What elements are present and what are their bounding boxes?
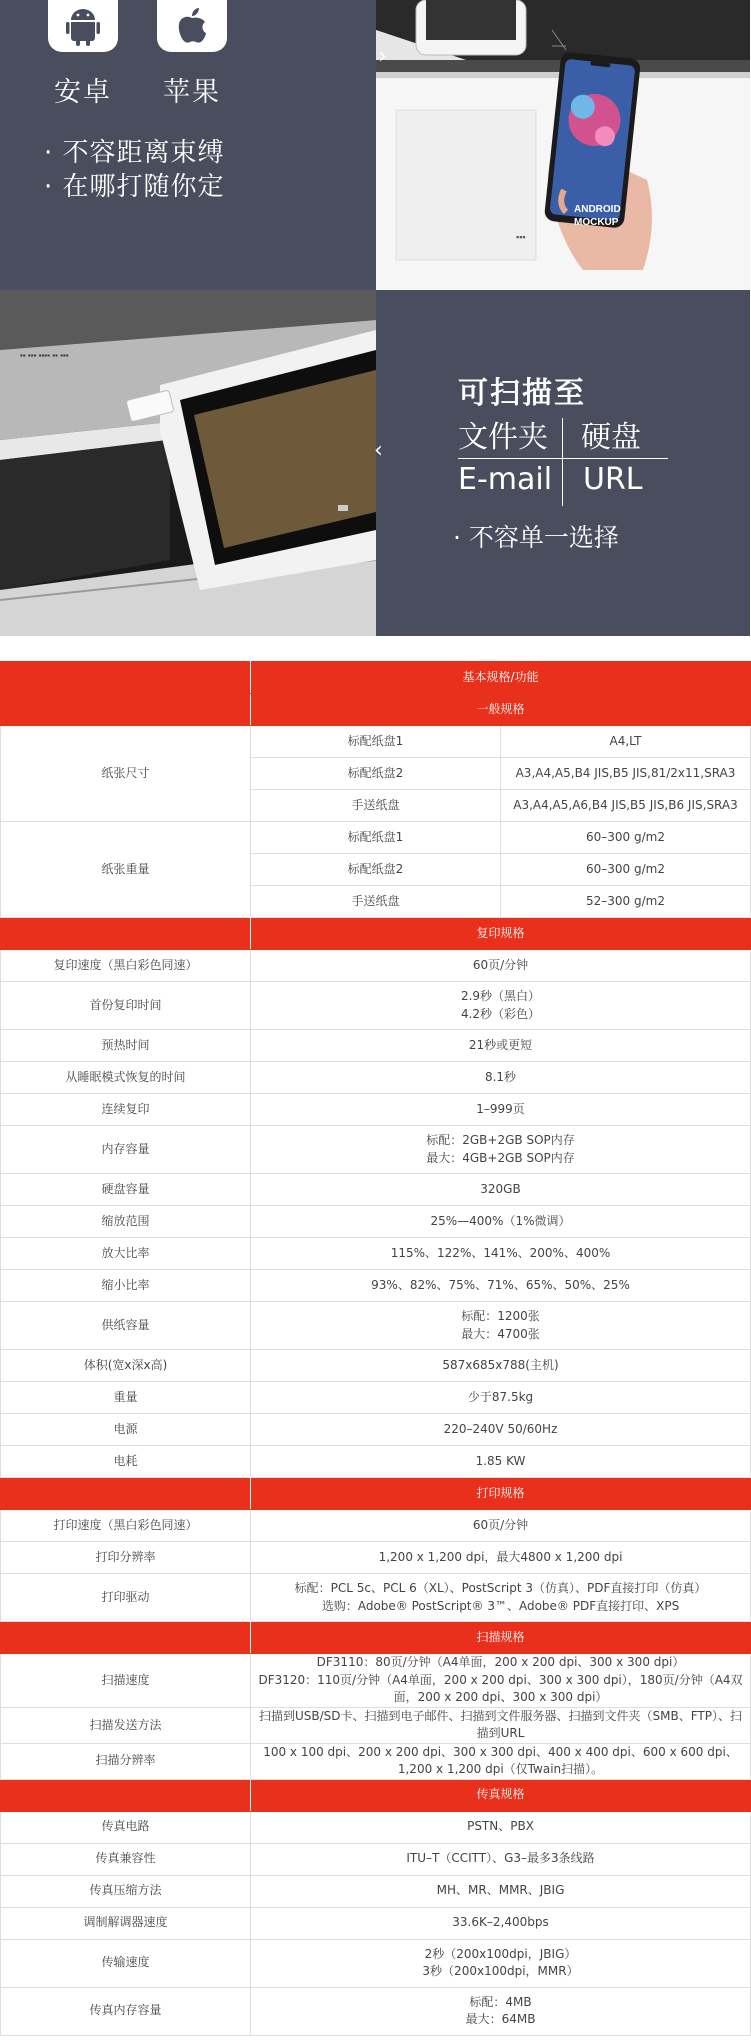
mobile-feature-line: · 不容距离束缚 bbox=[44, 138, 225, 168]
table-row bbox=[1, 1238, 751, 1270]
svg-text:ANDROID: ANDROID bbox=[574, 204, 621, 215]
table-row bbox=[1, 1811, 751, 1843]
feature-banner bbox=[0, 0, 750, 636]
scan-note: · 不容单一选择 bbox=[453, 523, 619, 552]
table-row bbox=[1, 982, 751, 1030]
mobile-print-panel bbox=[0, 0, 376, 290]
value-line: 最大：64MB bbox=[465, 2012, 536, 2027]
row-value bbox=[251, 1510, 751, 1542]
row-value bbox=[251, 1574, 751, 1622]
row-label: 纸张尺寸 bbox=[1, 726, 251, 822]
row-value bbox=[251, 1446, 751, 1478]
row-value bbox=[251, 1708, 751, 1744]
row-value bbox=[251, 1743, 751, 1779]
table-row bbox=[1, 1510, 751, 1542]
section-fax: 传真规格 bbox=[251, 1779, 751, 1811]
table-row bbox=[1, 1174, 751, 1206]
row-value bbox=[251, 1811, 751, 1843]
table-row bbox=[1, 1126, 751, 1174]
row-value bbox=[251, 982, 751, 1030]
value-line: 220–240V 50/60Hz bbox=[443, 1421, 558, 1436]
row-label: 传真电路 bbox=[1, 1811, 251, 1843]
value-line: 3秒（200x100dpi，MMR） bbox=[422, 1964, 579, 1979]
row-label: 调制解调器速度 bbox=[1, 1907, 251, 1939]
row-label: 体积(宽x深x高) bbox=[1, 1350, 251, 1382]
table-row bbox=[1, 950, 751, 982]
value-line: 选购：Adobe® PostScript® 3™、Adobe® PDF直接打印、XPS bbox=[321, 1598, 680, 1613]
row-label: 电耗 bbox=[1, 1446, 251, 1478]
value-line: 最大：4GB+2GB SOP内存 bbox=[426, 1150, 575, 1165]
row-label: 传真兼容性 bbox=[1, 1843, 251, 1875]
value-line: 8.1秒 bbox=[484, 1069, 517, 1084]
printer-phone-photo bbox=[376, 0, 750, 290]
row-label: 电源 bbox=[1, 1414, 251, 1446]
scan-destination-panel bbox=[376, 290, 750, 636]
value-line: 25%—400%（1%微调） bbox=[430, 1213, 571, 1228]
table-row bbox=[1, 1062, 751, 1094]
row-value bbox=[251, 1414, 751, 1446]
apple-icon bbox=[157, 0, 227, 52]
row-label: 纸张重量 bbox=[1, 822, 251, 918]
row-label: 传真内存容量 bbox=[1, 1987, 251, 2035]
divider-vertical bbox=[562, 418, 563, 506]
spec-title: 基本规格/功能 bbox=[251, 662, 751, 694]
chevron-left-icon: ‹ bbox=[374, 438, 383, 463]
scan-option-email: E-mail bbox=[458, 462, 553, 497]
row-label: 扫描发送方法 bbox=[1, 1708, 251, 1744]
value-line: 1–999页 bbox=[476, 1101, 525, 1116]
row-label: 内存容量 bbox=[1, 1126, 251, 1174]
row-value bbox=[251, 1206, 751, 1238]
table-row bbox=[1, 1270, 751, 1302]
value-line: 60页/分钟 bbox=[472, 957, 529, 972]
row-value bbox=[251, 1907, 751, 1939]
row-label: 缩小比率 bbox=[1, 1270, 251, 1302]
table-row bbox=[1, 1302, 751, 1350]
sub-label: 标配纸盘2 bbox=[251, 758, 501, 790]
android-icon bbox=[48, 0, 118, 52]
table-row bbox=[1, 1987, 751, 2035]
value-line: 60页/分钟 bbox=[472, 1517, 529, 1532]
value-line: 21秒或更短 bbox=[468, 1037, 533, 1052]
table-row bbox=[1, 1446, 751, 1478]
table-row bbox=[1, 1094, 751, 1126]
table-row bbox=[1, 1382, 751, 1414]
row-value bbox=[251, 1542, 751, 1574]
row-value bbox=[251, 1094, 751, 1126]
svg-text:MOCKUP: MOCKUP bbox=[574, 217, 619, 228]
value-line: 标配：PCL 5c、PCL 6（XL）、PostScript 3（仿真）、PDF直接打印（仿真） bbox=[294, 1581, 707, 1596]
row-label: 首份复印时间 bbox=[1, 982, 251, 1030]
row-label: 放大比率 bbox=[1, 1238, 251, 1270]
scan-title: 可扫描至 bbox=[458, 376, 586, 411]
table-row bbox=[1, 1743, 751, 1779]
row-label: 连续复印 bbox=[1, 1094, 251, 1126]
value-line: 93%、82%、75%、71%、65%、50%、25% bbox=[371, 1277, 630, 1292]
row-value bbox=[251, 1238, 751, 1270]
value-line: 标配：1200张 bbox=[461, 1309, 540, 1324]
value-line: PSTN、PBX bbox=[467, 1819, 534, 1834]
table-row bbox=[1, 1542, 751, 1574]
row-label: 打印速度（黑白彩色同速） bbox=[1, 1510, 251, 1542]
control-panel-photo bbox=[0, 290, 376, 636]
value-line: 标配：4MB bbox=[469, 1994, 532, 2009]
value-line: ITU–T（CCITT）、G3–最多3条线路 bbox=[406, 1851, 595, 1866]
android-label: 安卓 bbox=[54, 77, 112, 108]
table-row bbox=[1, 1875, 751, 1907]
section-scan: 扫描规格 bbox=[251, 1622, 751, 1654]
svg-text:▪▪▪: ▪▪▪ bbox=[516, 232, 526, 242]
row-label: 硬盘容量 bbox=[1, 1174, 251, 1206]
scan-option-folder: 文件夹 bbox=[458, 420, 548, 455]
row-label: 供纸容量 bbox=[1, 1302, 251, 1350]
row-value bbox=[251, 1939, 751, 1987]
table-row bbox=[1, 1414, 751, 1446]
value-line: 标配：2GB+2GB SOP内存 bbox=[426, 1133, 575, 1148]
sub-label: 标配纸盘2 bbox=[251, 854, 501, 886]
value-line: 最大：4700张 bbox=[461, 1326, 540, 1341]
value-line: 115%、122%、141%、200%、400% bbox=[390, 1245, 611, 1260]
value-line: 587x685x788(主机) bbox=[442, 1357, 559, 1372]
value-line: 扫描到USB/SD卡、扫描到电子邮件、扫描到文件服务器、扫描到文件夹（SMB、FTP）、扫描到URL bbox=[259, 1709, 742, 1741]
table-row bbox=[1, 1350, 751, 1382]
row-value bbox=[251, 1843, 751, 1875]
table-row bbox=[1, 1574, 751, 1622]
row-label: 复印速度（黑白彩色同速） bbox=[1, 950, 251, 982]
table-row bbox=[1, 1708, 751, 1744]
table-row bbox=[1, 1907, 751, 1939]
mobile-feature-line: · 在哪打随你定 bbox=[44, 172, 225, 202]
chevron-right-icon: › bbox=[378, 44, 387, 69]
row-label: 打印驱动 bbox=[1, 1574, 251, 1622]
row-label: 预热时间 bbox=[1, 1030, 251, 1062]
row-value bbox=[251, 950, 751, 982]
svg-text:▪▪ ▪▪▪ ▪▪▪▪ ▪▪ ▪▪▪: ▪▪ ▪▪▪ ▪▪▪▪ ▪▪ ▪▪▪ bbox=[20, 351, 69, 360]
row-value bbox=[251, 1654, 751, 1708]
row-label: 传输速度 bbox=[1, 1939, 251, 1987]
spec-table bbox=[0, 661, 750, 2036]
divider-horizontal bbox=[458, 458, 668, 459]
table-row bbox=[1, 1843, 751, 1875]
row-value: 60–300 g/m2 bbox=[501, 822, 751, 854]
row-label: 扫描速度 bbox=[1, 1654, 251, 1708]
section-general: 一般规格 bbox=[251, 694, 751, 726]
row-value: 60–300 g/m2 bbox=[501, 854, 751, 886]
row-value: A4,LT bbox=[501, 726, 751, 758]
row-label: 打印分辨率 bbox=[1, 1542, 251, 1574]
value-line: MH、MR、MMR、JBIG bbox=[436, 1883, 565, 1898]
section-copy: 复印规格 bbox=[251, 918, 751, 950]
apple-label: 苹果 bbox=[163, 77, 221, 108]
row-label: 传真压缩方法 bbox=[1, 1875, 251, 1907]
value-line: 2.9秒（黑白） bbox=[460, 989, 541, 1004]
row-value bbox=[251, 1350, 751, 1382]
row-value bbox=[251, 1382, 751, 1414]
value-line: 1.85 KW bbox=[475, 1453, 526, 1468]
row-value bbox=[251, 1987, 751, 2035]
value-line: 少于87.5kg bbox=[467, 1389, 534, 1404]
table-row bbox=[1, 1206, 751, 1238]
value-line: 100 x 100 dpi、200 x 200 dpi、300 x 300 dpi、400 x 400 dpi、600 x 600 dpi、1,200 x 1,200 dpi（仅Twain扫描）。 bbox=[263, 1744, 738, 1777]
row-label: 重量 bbox=[1, 1382, 251, 1414]
value-line: 1,200 x 1,200 dpi，最大4800 x 1,200 dpi bbox=[378, 1549, 623, 1564]
sub-label: 手送纸盘 bbox=[251, 886, 501, 918]
row-label: 缩放范围 bbox=[1, 1206, 251, 1238]
row-value: A3,A4,A5,A6,B4 JIS,B5 JIS,B6 JIS,SRA3 bbox=[501, 790, 751, 822]
scan-option-url: URL bbox=[583, 462, 643, 497]
value-line: 33.6K–2,400bps bbox=[452, 1915, 549, 1930]
row-label: 扫描分辨率 bbox=[1, 1743, 251, 1779]
value-line: DF3110：80页/分钟（A4单面，200 x 200 dpi、300 x 300 dpi） bbox=[316, 1655, 685, 1670]
value-line: 320GB bbox=[480, 1181, 521, 1196]
row-value bbox=[251, 1302, 751, 1350]
scan-option-harddisk: 硬盘 bbox=[581, 420, 641, 455]
row-value: 52–300 g/m2 bbox=[501, 886, 751, 918]
row-value bbox=[251, 1030, 751, 1062]
table-row bbox=[1, 1939, 751, 1987]
row-value: A3,A4,A5,B4 JIS,B5 JIS,81/2x11,SRA3 bbox=[501, 758, 751, 790]
row-value bbox=[251, 1062, 751, 1094]
value-line: 2秒（200x100dpi，JBIG） bbox=[424, 1946, 577, 1961]
row-label: 从睡眠模式恢复的时间 bbox=[1, 1062, 251, 1094]
row-value bbox=[251, 1126, 751, 1174]
table-row bbox=[1, 1654, 751, 1708]
sub-label: 标配纸盘1 bbox=[251, 822, 501, 854]
section-print: 打印规格 bbox=[251, 1478, 751, 1510]
sub-label: 手送纸盘 bbox=[251, 790, 501, 822]
value-line: 4.2秒（彩色） bbox=[460, 1006, 541, 1021]
row-value bbox=[251, 1270, 751, 1302]
row-value bbox=[251, 1174, 751, 1206]
row-value bbox=[251, 1875, 751, 1907]
sub-label: 标配纸盘1 bbox=[251, 726, 501, 758]
table-row bbox=[1, 1030, 751, 1062]
value-line: DF3120：110页/分钟（A4单面，200 x 200 dpi、300 x 300 dpi），180页/分钟（A4双面，200 x 200 dpi、300 x 300 dpi） bbox=[258, 1672, 743, 1705]
